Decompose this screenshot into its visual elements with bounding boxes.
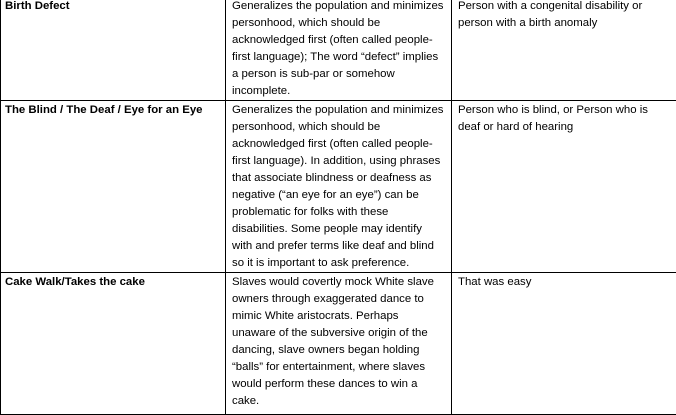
table-row [1, 101, 676, 273]
alternative-cell: That was easy [452, 273, 676, 415]
alternative-cell: Person who is blind, or Person who is deaf or hard of hearing [452, 101, 676, 273]
table-row [1, 0, 676, 101]
table-row [1, 273, 676, 415]
explanation-cell: Generalizes the population and minimizes personhood, which should be acknowledged first (often called people-first language); The word “defect” implies a person is sub-par or somehow incomplete. [226, 0, 452, 101]
alternative-cell: Person with a congenital disability or person with a birth anomaly [452, 0, 676, 101]
term-cell: Cake Walk/Takes the cake [1, 273, 226, 415]
explanation-cell: Slaves would covertly mock White slave owners through exaggerated dance to mimic White aristocrats. Perhaps unaware of the subversive origin of the dancing, slave owners began holding “balls” for entertainment, where slaves would perform these dances to win a cake. [226, 273, 452, 415]
explanation-cell: Generalizes the population and minimizes personhood, which should be acknowledged first (often called people-first language). In addition, using phrases that associate blindness or deafness as negative (“an eye for an eye”) can be problematic for folks with these disabilities. Some people may identify with and prefer terms like deaf and blind so it is important to ask preference. [226, 101, 452, 273]
term-cell: The Blind / The Deaf / Eye for an Eye [1, 101, 226, 273]
term-cell: Birth Defect [1, 0, 226, 101]
